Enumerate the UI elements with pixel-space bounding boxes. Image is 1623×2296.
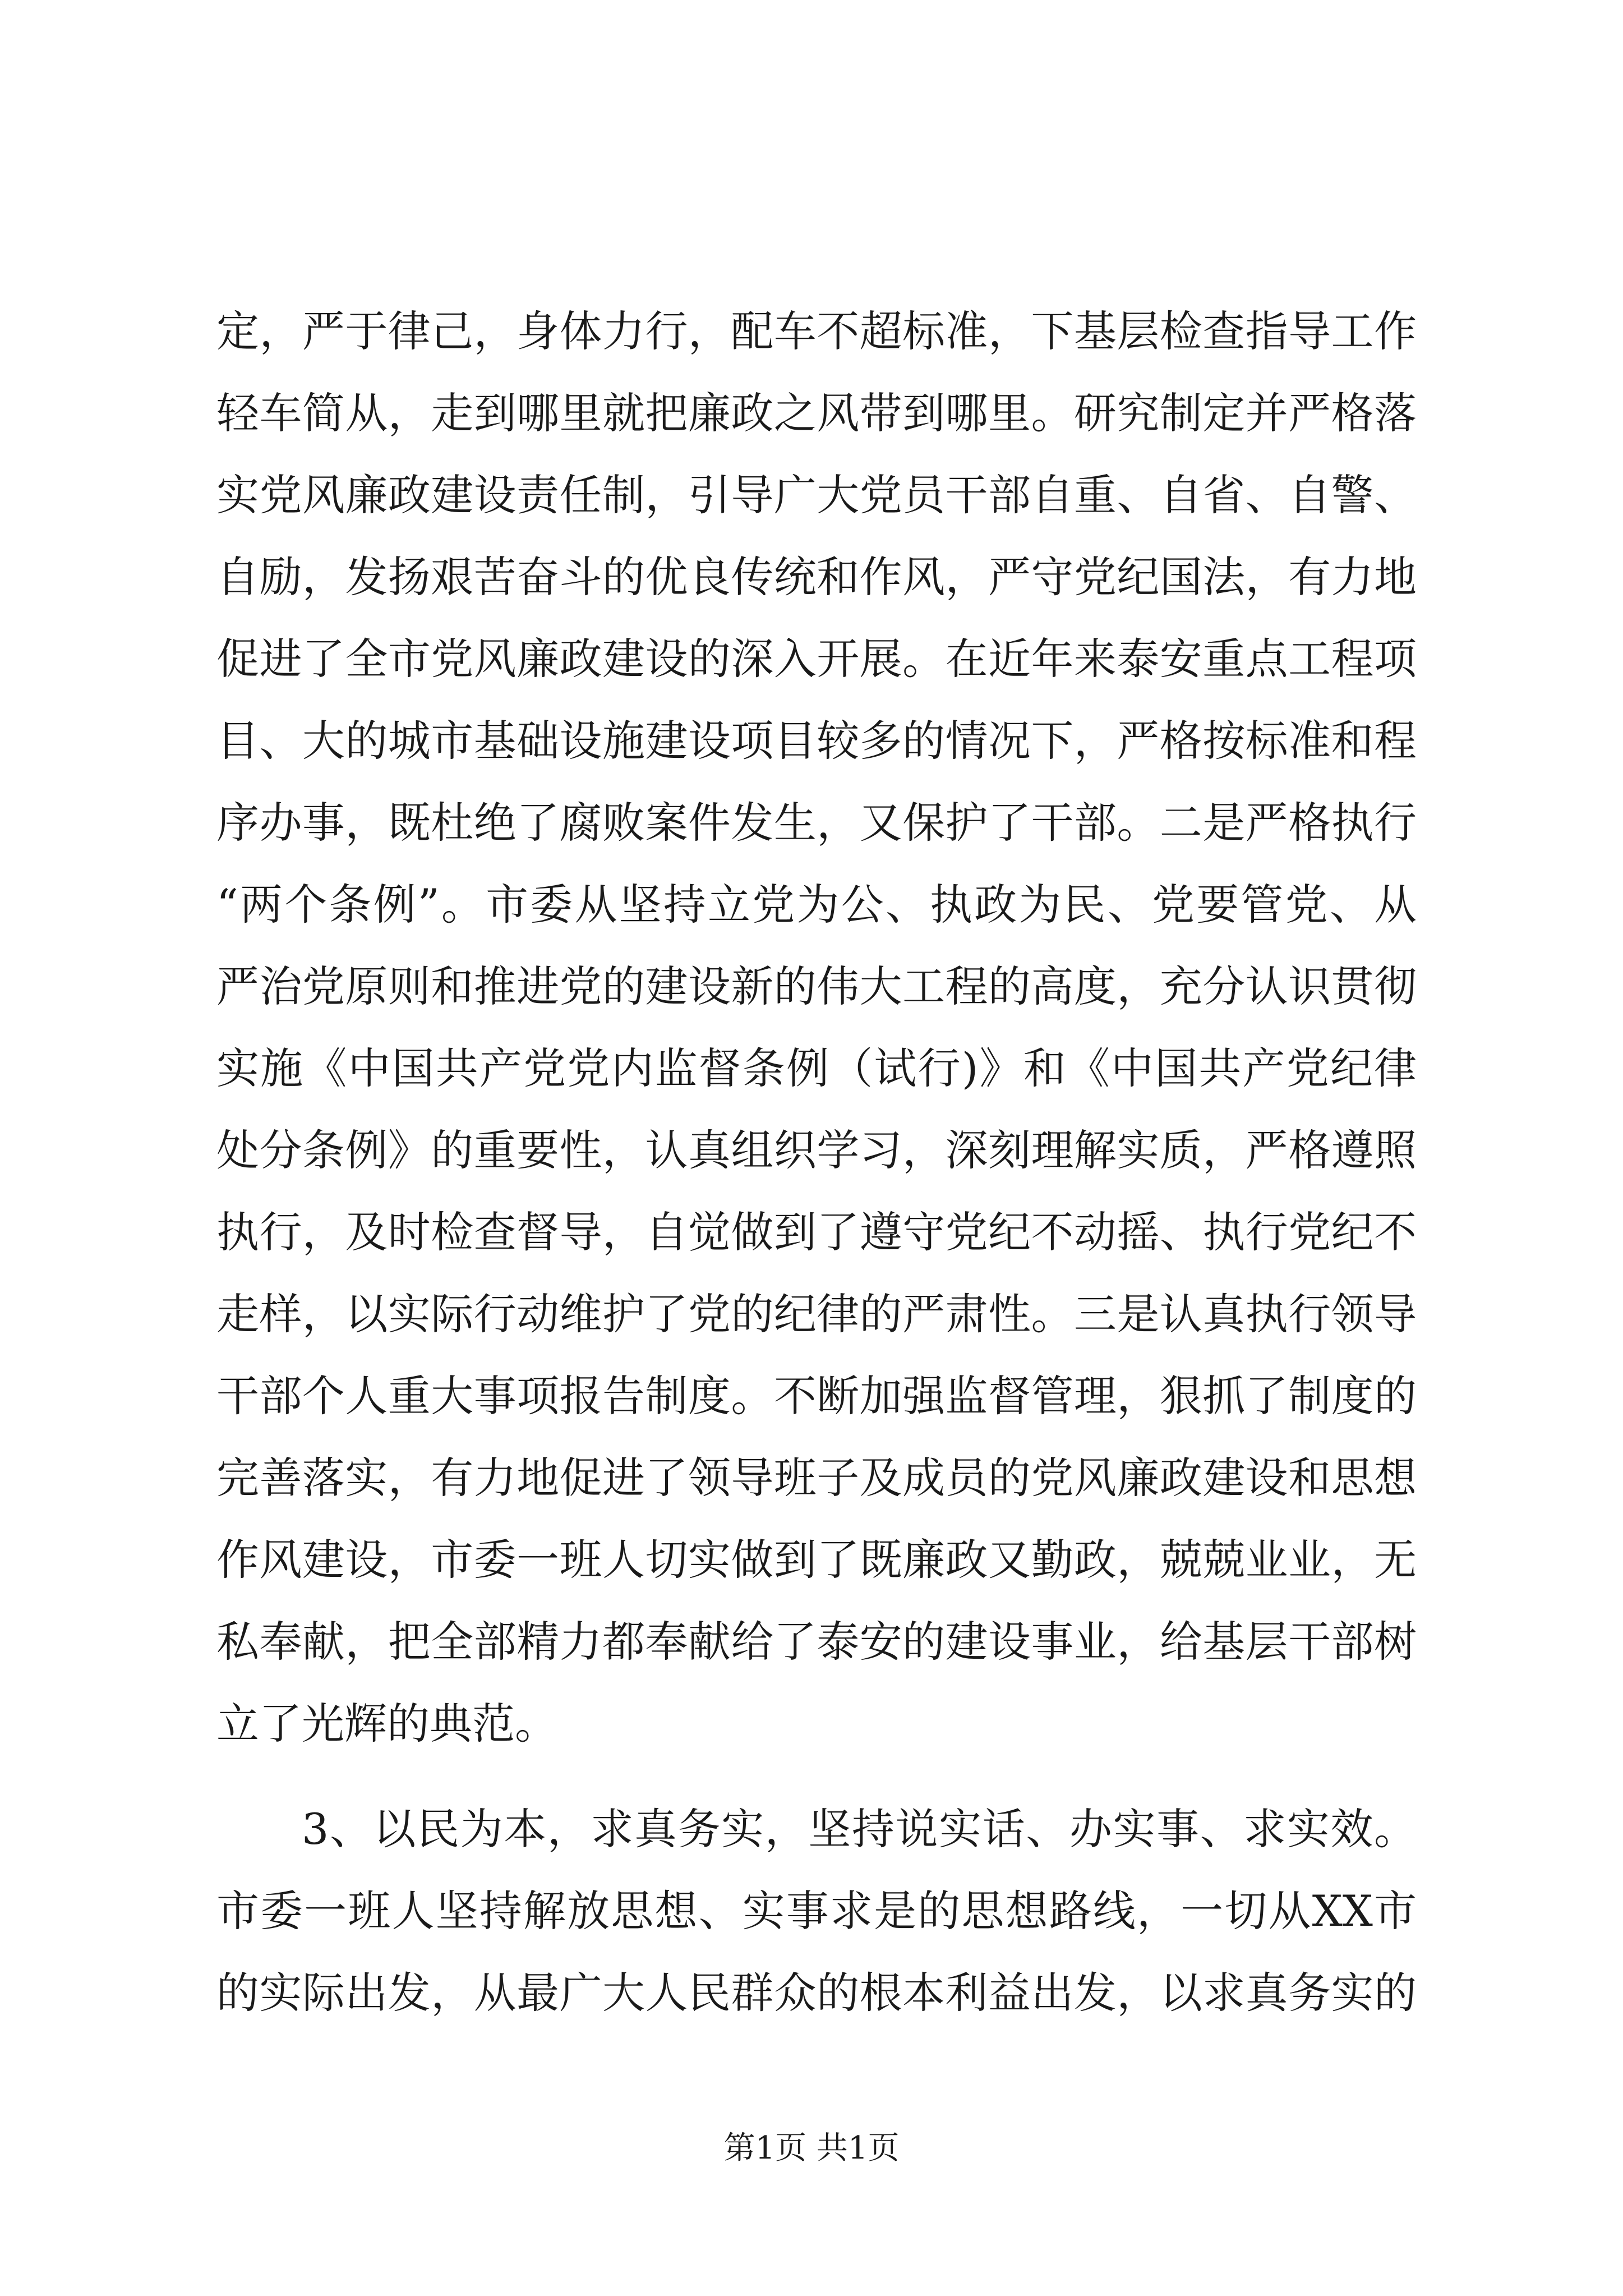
text-line: 干部个人重大事项报告制度。不断加强监督管理，狠抓了制度的 [216,1371,1417,1421]
text-line: 序办事，既杜绝了腐败案件发生，又保护了干部。二是严格执行 [216,798,1417,848]
text-line: 3、以民为本，求真务实，坚持说实话、办实事、求实效。 [302,1804,1417,1854]
text-line: 完善落实，有力地促进了领导班子及成员的党风廉政建设和思想 [216,1453,1417,1503]
text-line: 目、大的城市基础设施建设项目较多的情况下，严格按标准和程 [216,716,1417,766]
paragraph-gap [216,1765,1417,1788]
text-line: 执行，及时检查督导，自觉做到了遵守党纪不动摇、执行党纪不 [216,1207,1417,1257]
document-body [216,291,1417,2034]
paragraph-1 [216,291,1417,1765]
text-line: 实党风廉政建设责任制，引导广大党员干部自重、自省、自警、 [216,470,1417,520]
text-line: 促进了全市党风廉政建设的深入开展。在近年来泰安重点工程项 [216,634,1417,684]
text-line: 轻车简从，走到哪里就把廉政之风带到哪里。研究制定并严格落 [216,388,1417,438]
text-line: 自励，发扬艰苦奋斗的优良传统和作风，严守党纪国法，有力地 [216,552,1417,602]
text-line: 市委一班人坚持解放思想、实事求是的思想路线，一切从XX市 [216,1886,1417,1936]
text-line: 立了光辉的典范。 [216,1699,557,1749]
text-line: 处分条例》的重要性，认真组织学习，深刻理解实质，严格遵照 [216,1125,1417,1175]
text-line: 的实际出发，从最广大人民群众的根本利益出发，以求真务实的 [216,1968,1417,2018]
text-line: 作风建设，市委一班人切实做到了既廉政又勤政，兢兢业业，无 [216,1535,1417,1585]
text-line: 私奉献，把全部精力都奉献给了泰安的建设事业，给基层干部树 [216,1617,1417,1667]
page-footer [0,2129,1623,2168]
paragraph-2 [216,1788,1417,2034]
text-line: 定，严于律己，身体力行，配车不超标准，下基层检查指导工作 [216,306,1417,356]
text-line: 实施《中国共产党党内监督条例（试行)》和《中国共产党纪律 [216,1043,1417,1093]
text-line: 走样，以实际行动维护了党的纪律的严肃性。三是认真执行领导 [216,1289,1417,1339]
page-number: 第1页 共1页 [723,2130,900,2166]
text-line: 严治党原则和推进党的建设新的伟大工程的高度，充分认识贯彻 [216,961,1417,1011]
text-line: “两个条例”。市委从坚持立党为公、执政为民、党要管党、从 [216,880,1417,930]
